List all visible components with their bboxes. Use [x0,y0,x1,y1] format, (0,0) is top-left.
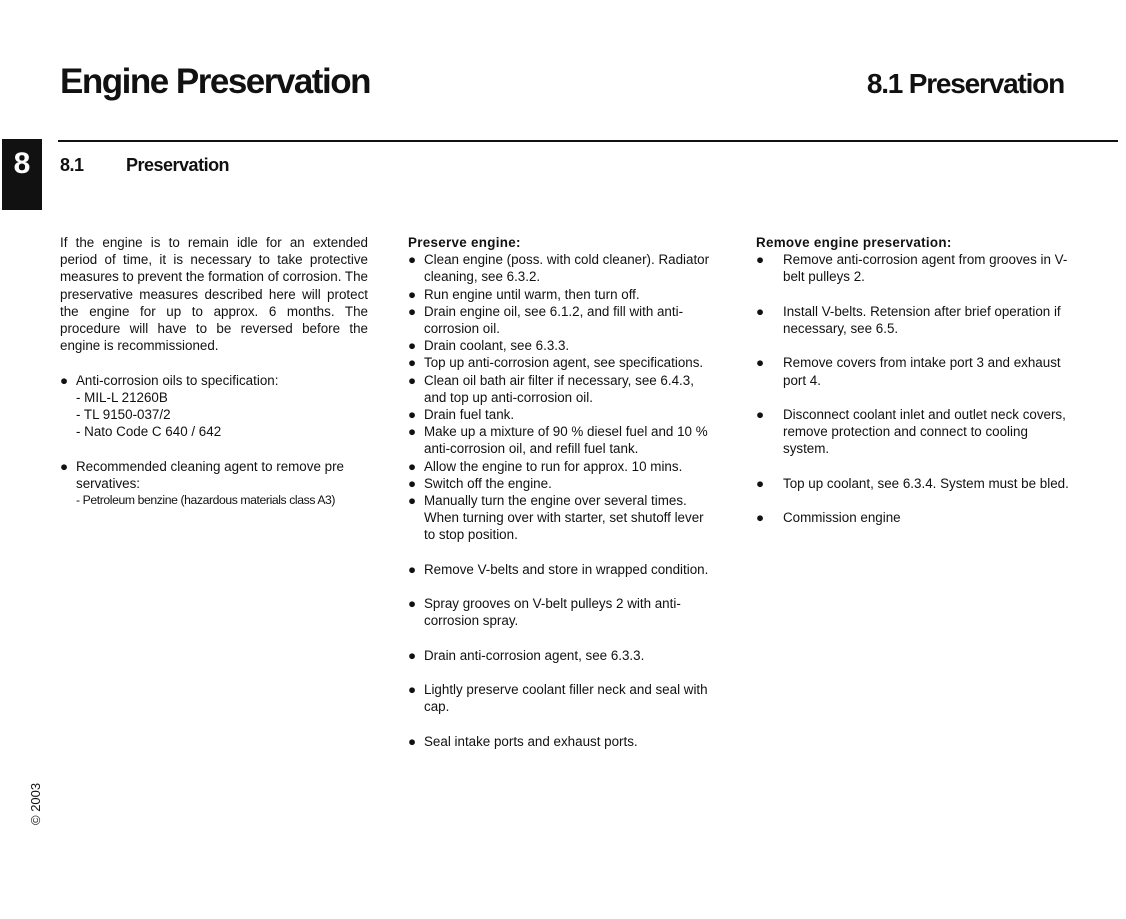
list-item [408,286,718,303]
bullet-icon: ● [408,647,417,663]
bullet-icon: ● [408,682,417,698]
list-item [408,354,718,371]
list-item [408,423,718,457]
bullet-icon: ● [756,355,765,371]
bullet-icon: ● [408,355,417,371]
bullet-icon: ● [408,407,417,423]
bullet-icon: ● [408,303,417,319]
step-text: Manually turn the engine over several times. When turning over with starter, set shutoff lever to stop position. [424,493,704,543]
list-item [408,561,718,578]
column-preserve [408,234,718,750]
step-text: Clean engine (poss. with cold cleaner). Radiator cleaning, see 6.3.2. [424,252,710,285]
step-text: Drain anti-corrosion agent, see 6.3.3. [424,647,645,663]
header-rule [58,140,1118,142]
step-text: Make up a mixture of 90 % diesel fuel and 10 % anti-corrosion oil, and refill fuel tank. [424,424,708,457]
list-item [408,475,718,492]
step-text: Remove covers from intake port 3 and exhaust port 4. [783,355,1061,388]
bullet-icon: ● [408,561,417,577]
bullet-icon: ● [408,372,417,388]
step-text: Allow the engine to run for approx. 10 mins. [424,458,683,474]
step-text: Top up coolant, see 6.3.4. System must be bled. [783,475,1069,491]
list-item [408,337,718,354]
list-item [408,303,718,337]
step-text: Clean oil bath air filter if necessary, see 6.4.3, and top up anti-corrosion oil. [424,372,694,405]
list-item [756,509,1072,526]
list-item [756,251,1072,285]
step-text: Install V-belts. Retension after brief operation if necessary, see 6.5. [783,303,1061,336]
bullet-icon: ● [60,458,69,474]
bullet-icon: ● [408,286,417,302]
step-text: Remove anti-corrosion agent from grooves in V-belt pulleys 2. [783,252,1068,285]
remove-heading: Remove engine preservation: [756,235,952,250]
bullet-icon: ● [60,372,69,388]
header-section-ref: 8.1 Preservation [866,68,1064,99]
preserve-heading: Preserve engine: [408,235,521,250]
column-remove [756,234,1072,544]
list-item [756,406,1072,458]
list-item [408,372,718,406]
step-text: Switch off the engine. [424,475,552,491]
section-title: Preservation [126,155,230,175]
bullet-icon: ● [408,424,417,440]
column-intro [60,234,368,509]
bullet-icon: ● [408,475,417,491]
bullet-icon: ● [408,733,417,749]
list-item [408,647,718,664]
step-text: Commission engine [783,510,901,526]
bullet-icon: ● [408,458,417,474]
list-item [756,475,1072,492]
step-text: Top up anti-corrosion agent, see specifications. [424,355,704,371]
step-text: Run engine until warm, then turn off. [424,286,640,302]
bullet-icon: ● [408,338,417,354]
step-text: Lightly preserve coolant filler neck and seal with cap. [424,682,708,715]
list-item [408,251,718,285]
page-title: Engine Preservation [60,62,370,101]
section-number: 8.1 [60,155,84,175]
step-text: Drain engine oil, see 6.1.2, and fill with anti-corrosion oil. [424,303,684,337]
intro-paragraph: If the engine is to remain idle for an extended period of time, it is necessary to take protective measures to prevent the formation of corrosion. The preservative measures described here will protect the engine for up to approx. 6 months. The procedure will have to be reversed before the engine is recommissioned. [60,235,368,354]
copyright: © 2003 [28,782,43,825]
step-text: Remove V-belts and store in wrapped condition. [424,561,709,577]
bullet-icon: ● [756,475,765,491]
bullet-icon: ● [408,596,417,612]
step-text: Spray grooves on V-belt pulleys 2 with anti-corrosion spray. [424,596,681,629]
list-item [408,681,718,715]
bullet-icon: ● [756,406,765,422]
list-item [408,595,718,629]
bullet-icon: ● [756,252,765,268]
list-item: ● Recommended cleaning agent to remove pre servatives: - Petroleum benzine (hazardous materials class A3) [60,458,359,508]
list-item [408,733,718,750]
list-item [408,458,718,475]
bullet-icon: ● [408,493,417,509]
list-item [408,492,718,544]
step-text: Drain fuel tank. [424,407,515,423]
list-item [408,406,718,423]
bullet-icon: ● [756,510,765,526]
step-text: Drain coolant, see 6.3.3. [424,338,570,354]
list-item [756,354,1072,388]
chapter-tab: 8 [2,139,42,210]
list-item: ● Anti-corrosion oils to specification: - MIL-L 21260B - TL 9150-037/2 - Nato Code C 640 / 642 [60,372,279,440]
bullet-icon: ● [408,252,417,268]
bullet-icon: ● [756,303,765,319]
step-text: Seal intake ports and exhaust ports. [424,733,638,749]
step-text: Disconnect coolant inlet and outlet neck covers, remove protection and connect to cooling system. [783,406,1066,457]
list-item [756,303,1072,337]
